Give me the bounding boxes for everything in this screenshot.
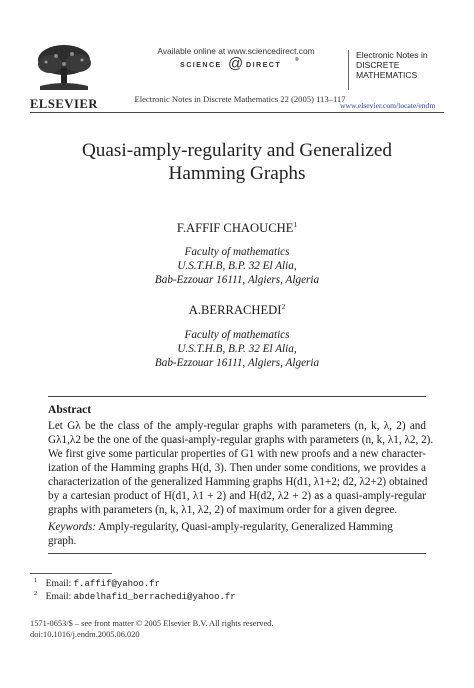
author-1-affiliation (30, 245, 444, 288)
publisher-name: ELSEVIER (30, 97, 99, 111)
author-1-footnote-mark: 1 (293, 220, 298, 229)
journal-box-line2: DISCRETE (356, 60, 400, 70)
keywords-label: Keywords: (48, 521, 97, 533)
sciencedirect-registered-mark: ® (295, 57, 301, 63)
footnote-2-mark: 2 (34, 590, 38, 597)
footnote-1-mark: 1 (34, 577, 38, 584)
author-1-name: F.AFFIF CHAOUCHE$^1$ (176, 220, 298, 236)
affiliation-line: U.S.T.H.B, B.P. 32 El Alia, (177, 343, 297, 356)
abstract-line: ization of the Hamming graphs H(d, 3). Then under some conditions, we provides a (48, 462, 426, 474)
abstract-bottom-rule (48, 553, 426, 554)
abstract-line: We first give some particular properties of G1 with new proofs and a new character- (48, 448, 426, 460)
footnote-rule (30, 573, 112, 574)
abstract-line: Gλ1,λ2 be the one of the quasi-amply-regular graphs with parameters (n, k, λ1, λ2, 2). (48, 434, 434, 446)
footnote-1-label: Email: (45, 578, 72, 590)
sciencedirect-logo (158, 55, 318, 72)
footnote-2-email[interactable]: abdelhafid_berrachedi@yahoo.fr (73, 592, 236, 603)
paper-title-line1: Quasi-amply-regularity and Generalized (81, 140, 393, 161)
abstract-top-rule (48, 396, 426, 397)
keywords-text: Amply-regularity, Quasi-amply-regularity, Generalized Hamming (98, 521, 393, 533)
keywords-text-cont: graph. (48, 535, 77, 547)
abstract-line: Let Gλ be the class of the amply-regular graphs with parameters (n, k, λ, 2) and (48, 420, 426, 432)
abstract-body (48, 419, 434, 517)
affiliation-line: Bab-Ezzouar 16111, Algiers, Algeria (154, 274, 320, 287)
sciencedirect-left: SCIENCE (180, 60, 222, 69)
author-2-footnote-mark: 2 (281, 302, 286, 311)
affiliation-line: Bab-Ezzouar 16111, Algiers, Algeria (154, 357, 320, 370)
sciencedirect-right: DIRECT (246, 60, 282, 69)
paper-title-line2: Hamming Graphs (168, 163, 306, 184)
abstract-heading: Abstract (48, 403, 92, 416)
footnote-2-label: Email: (45, 591, 72, 603)
footer-copyright-line: 1571-0653/$ – see front matter © 2005 Elsevier B.V. All rights reserved. (30, 619, 274, 628)
author-2-name: A.BERRACHEDI$^2$ (188, 302, 286, 318)
available-online-text: Available online at www.sciencedirect.com (157, 46, 315, 56)
sciencedirect-at-icon: @ (228, 55, 244, 72)
journal-citation: Electronic Notes in Discrete Mathematics 22 (2005) 113–117 (134, 94, 346, 104)
footnote-1-email[interactable]: f.affif@yahoo.fr (73, 579, 161, 590)
journal-box-line1: Electronic Notes in (356, 50, 428, 60)
journal-box-line3: MATHEMATICS (356, 70, 418, 80)
header-rule (30, 112, 444, 113)
footnote-2 (34, 588, 236, 603)
elsevier-tree-icon (30, 42, 98, 92)
keywords (48, 520, 426, 548)
affiliation-line: Faculty of mathematics (184, 246, 290, 258)
abstract-line: characterization of the generalized Hamming graphs H(d1, λ1+2; d2, λ2+2) obtained (48, 476, 428, 488)
elsevier-logo (30, 42, 99, 111)
affiliation-line: U.S.T.H.B, B.P. 32 El Alia, (177, 260, 297, 273)
paper-title (30, 139, 444, 185)
journal-box (348, 50, 450, 90)
abstract-line: by a cartesian product of H(d1, λ1 + 2) and H(d2, λ2 + 2) as a quasi-amply-regular (48, 490, 426, 502)
footer-doi-line: doi:10.1016/j.endm.2005.06.020 (30, 629, 140, 639)
affiliation-line: Faculty of mathematics (184, 329, 290, 341)
author-2-affiliation (30, 328, 444, 371)
journal-url-link[interactable]: www.elsevier.com/locate/endm (340, 101, 436, 110)
copyright-footer (30, 619, 273, 640)
abstract-line: graphs with parameters (n, k, λ1, λ2, 2) of maximum order for a given degree. (48, 504, 398, 516)
